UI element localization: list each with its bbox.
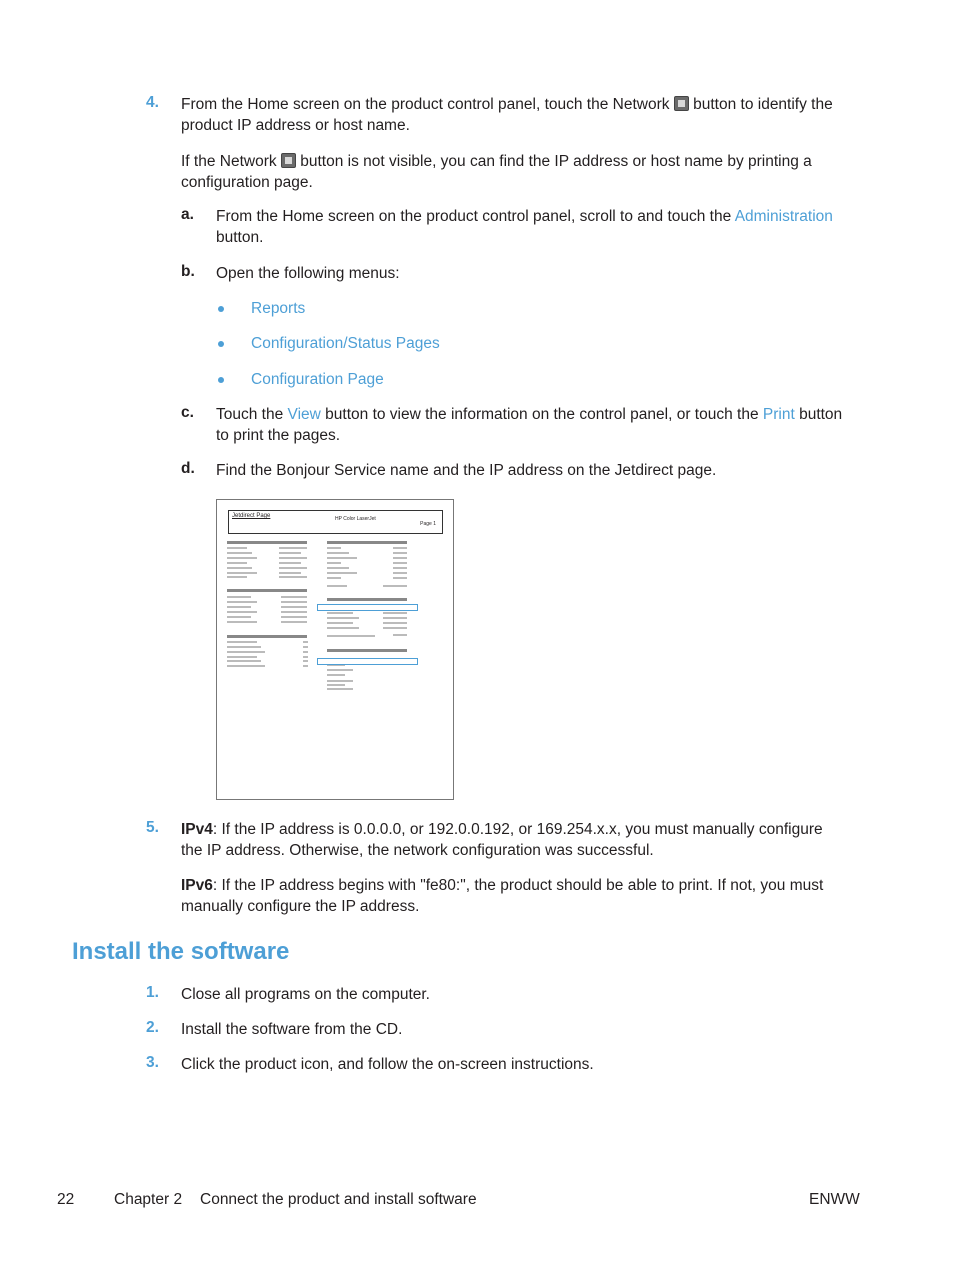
thumbnail-text-line — [327, 612, 353, 614]
thumbnail-text-line — [327, 572, 357, 574]
thumbnail-text-line — [327, 562, 341, 564]
thumbnail-text-line — [227, 572, 257, 574]
para-2-text-a: If the Network — [181, 153, 281, 170]
thumbnail-text-line — [227, 621, 257, 623]
thumbnail-text-line — [327, 598, 407, 601]
thumbnail-text-line — [327, 622, 353, 624]
substep-c-line-1 — [216, 404, 842, 425]
thumbnail-text-line — [327, 627, 359, 629]
menu-configuration-page[interactable]: Configuration Page — [251, 371, 384, 388]
thumbnail-text-line — [393, 634, 407, 636]
bullet-icon — [218, 306, 224, 312]
install-step-2-text: Install the software from the CD. — [181, 1021, 403, 1038]
substep-c-text-2: button to view the information on the control panel, or touch the — [320, 406, 763, 423]
jetdirect-product-name: HP Color LaserJet — [335, 516, 376, 522]
install-step-2-number: 2. — [146, 1019, 159, 1036]
substep-a-line-1 — [216, 206, 833, 227]
thumbnail-text-line — [227, 589, 307, 592]
thumbnail-text-line — [327, 680, 353, 682]
step-4-line-1 — [181, 94, 833, 115]
step-5-ipv6-line-1 — [181, 875, 823, 896]
network-icon — [281, 153, 296, 168]
thumbnail-text-line — [281, 596, 307, 598]
thumbnail-text-line — [393, 557, 407, 559]
thumbnail-text-line — [383, 612, 407, 614]
thumbnail-text-line — [303, 660, 308, 662]
substep-a-text: From the Home screen on the product control panel, scroll to and touch the — [216, 208, 735, 225]
ipv4-text: : If the IP address is 0.0.0.0, or 192.0.0.192, or 169.254.x.x, you must manually configure — [212, 821, 823, 838]
thumbnail-text-line — [227, 660, 261, 662]
thumbnail-text-line — [327, 684, 345, 686]
thumbnail-text-line — [383, 627, 407, 629]
thumbnail-text-line — [383, 585, 407, 587]
thumbnail-text-line — [227, 641, 257, 643]
substep-b-text: Open the following menus: — [216, 265, 400, 282]
ipv6-label: IPv6 — [181, 877, 213, 894]
thumbnail-text-line — [303, 656, 308, 658]
jetdirect-page-image — [216, 499, 454, 800]
menu-configuration-status-pages[interactable]: Configuration/Status Pages — [251, 335, 440, 352]
step-5-number: 5. — [146, 819, 159, 836]
jetdirect-page-number: Page 1 — [420, 521, 436, 527]
thumbnail-text-line — [327, 567, 349, 569]
thumbnail-text-line — [227, 557, 257, 559]
thumbnail-text-line — [327, 674, 345, 676]
thumbnail-text-line — [281, 611, 307, 613]
thumbnail-text-line — [279, 572, 301, 574]
substep-d-text: Find the Bonjour Service name and the IP address on the Jetdirect page. — [216, 462, 717, 479]
thumbnail-text-line — [281, 616, 307, 618]
install-step-3-number: 3. — [146, 1054, 159, 1071]
thumbnail-text-line — [227, 596, 251, 598]
thumbnail-text-line — [303, 641, 308, 643]
step-4-text-b: button to identify the — [688, 96, 833, 113]
thumbnail-text-line — [227, 541, 307, 544]
footer-enww: ENWW — [809, 1191, 860, 1208]
thumbnail-text-line — [279, 557, 307, 559]
step-5-ipv4-line-2: the IP address. Otherwise, the network configuration was successful. — [181, 842, 654, 859]
step-5-ipv4-line-1 — [181, 819, 823, 840]
thumbnail-text-line — [227, 616, 251, 618]
thumbnail-text-line — [227, 567, 252, 569]
substep-b-letter: b. — [181, 263, 195, 280]
install-step-1-number: 1. — [146, 984, 159, 1001]
view-link[interactable]: View — [287, 406, 321, 423]
thumbnail-text-line — [393, 547, 407, 549]
substep-c-text-3: button — [794, 406, 843, 423]
substep-c-letter: c. — [181, 404, 194, 421]
thumbnail-text-line — [303, 646, 308, 648]
ip-address-highlight — [317, 658, 418, 665]
bonjour-highlight — [317, 604, 418, 611]
bullet-icon — [218, 341, 224, 347]
footer-page-number: 22 — [57, 1191, 75, 1208]
thumbnail-text-line — [227, 562, 247, 564]
thumbnail-text-line — [327, 541, 407, 544]
step-4-text-a: From the Home screen on the product control panel, touch the Network — [181, 96, 674, 113]
thumbnail-text-line — [303, 665, 308, 667]
footer-chapter: Chapter 2 — [114, 1191, 183, 1208]
thumbnail-text-line — [227, 611, 257, 613]
thumbnail-text-line — [327, 617, 359, 619]
thumbnail-text-line — [383, 617, 407, 619]
substep-d-letter: d. — [181, 460, 195, 477]
thumbnail-text-line — [383, 622, 407, 624]
footer-chapter-title: Connect the product and install software — [200, 1191, 477, 1208]
ipv6-text: : If the IP address begins with "fe80:", the product should be able to print. If not, you must — [212, 877, 824, 894]
substep-c-text-1: Touch the — [216, 406, 288, 423]
thumbnail-text-line — [327, 547, 341, 549]
thumbnail-text-line — [227, 651, 265, 653]
thumbnail-text-line — [227, 547, 247, 549]
network-icon — [674, 96, 689, 111]
thumbnail-text-line — [279, 547, 307, 549]
para-2-text-b: button is not visible, you can find the IP address or host name by printing a — [295, 153, 812, 170]
thumbnail-text-line — [303, 651, 308, 653]
step-4-para-2-line-2: configuration page. — [181, 174, 313, 191]
install-step-1-text: Close all programs on the computer. — [181, 986, 430, 1003]
thumbnail-text-line — [281, 601, 307, 603]
thumbnail-text-line — [327, 577, 341, 579]
thumbnail-text-line — [327, 649, 407, 652]
thumbnail-text-line — [279, 562, 301, 564]
thumbnail-text-line — [393, 572, 407, 574]
thumbnail-text-line — [279, 576, 307, 578]
thumbnail-text-line — [227, 552, 252, 554]
substep-a-line-2: button. — [216, 229, 264, 246]
substep-c-line-2: to print the pages. — [216, 427, 341, 444]
thumbnail-text-line — [281, 606, 307, 608]
thumbnail-text-line — [327, 585, 347, 587]
thumbnail-text-line — [327, 669, 353, 671]
thumbnail-text-line — [279, 567, 307, 569]
thumbnail-text-line — [227, 646, 261, 648]
thumbnail-text-line — [327, 552, 349, 554]
ipv4-label: IPv4 — [181, 821, 213, 838]
install-step-3-text: Click the product icon, and follow the on-screen instructions. — [181, 1056, 594, 1073]
administration-link[interactable]: Administration — [734, 208, 833, 225]
thumbnail-text-line — [393, 567, 407, 569]
thumbnail-text-line — [227, 635, 307, 638]
substep-a-letter: a. — [181, 206, 194, 223]
thumbnail-text-line — [281, 621, 307, 623]
thumbnail-text-line — [227, 656, 257, 658]
menu-reports[interactable]: Reports — [251, 300, 306, 317]
thumbnail-text-line — [227, 576, 247, 578]
step-4-number: 4. — [146, 94, 159, 111]
thumbnail-text-line — [327, 688, 353, 690]
thumbnail-text-line — [279, 552, 301, 554]
step-5-ipv6-line-2: manually configure the IP address. — [181, 898, 420, 915]
thumbnail-text-line — [227, 601, 257, 603]
thumbnail-text-line — [327, 557, 357, 559]
step-4-para-2 — [181, 151, 812, 172]
print-link[interactable]: Print — [762, 406, 795, 423]
thumbnail-text-line — [393, 552, 407, 554]
section-heading: Install the software — [72, 938, 290, 965]
jetdirect-page-title: Jetdirect Page — [232, 513, 271, 519]
step-4-line-2: product IP address or host name. — [181, 117, 410, 134]
thumbnail-text-line — [327, 635, 375, 637]
thumbnail-text-line — [393, 577, 407, 579]
jetdirect-page-header — [228, 510, 443, 534]
thumbnail-text-line — [227, 606, 251, 608]
bullet-icon — [218, 377, 224, 383]
thumbnail-text-line — [393, 562, 407, 564]
thumbnail-text-line — [227, 665, 265, 667]
